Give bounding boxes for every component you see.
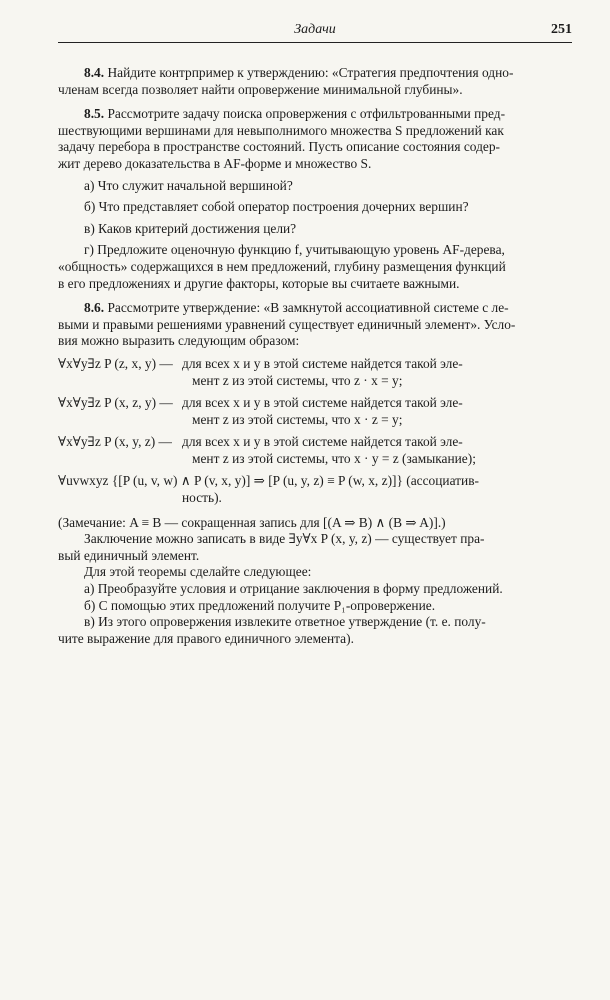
ex85-item-d-line-1: г) Предложите оценочную функцию f, учитывающую уровень AF-дерева,	[84, 242, 505, 258]
ex85-line-1: 8.5. Рассмотрите задачу поиска опровержения с отфильтрованными пред-	[84, 106, 506, 122]
formula-2	[58, 395, 572, 428]
formula-3	[58, 434, 572, 467]
exercise-8-5	[58, 106, 572, 292]
task-item-a: а) Преобразуйте условия и отрицание заключения в форму предложений.	[84, 581, 503, 597]
ex85-item-c: в) Каков критерий достижения цели?	[84, 220, 297, 236]
ex85-line-4: жит дерево доказательства в AF-форме и множество S.	[58, 155, 372, 171]
ex85-line-2: шествующими вершинами для невыполнимого множества S предложений как	[58, 122, 504, 138]
ex85-item-a: а) Что служит начальной вершиной?	[84, 177, 293, 193]
formula-2-expression: ∀x∀y∃z P (x, z, y) —	[58, 395, 173, 411]
exercise-number: 8.5.	[84, 106, 105, 122]
remark: (Замечание: A ≡ B — сокращенная запись для [(A ⇒ B) ∧ (B ⇒ A)].)	[58, 514, 446, 530]
formula-4-line-2: ность).	[182, 490, 222, 506]
formula-1-explanation: для всех x и y в этой системе найдется такой эле- мент z из этой системы, что z · x = y;	[182, 355, 463, 388]
ex85-item-d-line-2: «общность» содержащихся в нем предложений, глубину размещения функций	[58, 258, 506, 274]
task-intro: Для этой теоремы сделайте следующее:	[84, 564, 312, 580]
formula-4	[58, 473, 572, 506]
formula-1	[58, 356, 572, 389]
page-body	[58, 65, 572, 647]
running-header	[58, 22, 572, 43]
task-item-b: б) С помощью этих предложений получите P₁-опровержение.	[84, 597, 436, 613]
ex84-line-1: 8.4. Найдите контрпример к утверждению: «Стратегия предпочтения одно-	[84, 65, 514, 80]
ex85-item-d-line-3: в его предложениях и другие факторы, которые вы считаете важными.	[58, 275, 460, 291]
exercise-number: 8.4.	[84, 65, 105, 80]
exercise-8-4	[58, 65, 572, 98]
book-page	[58, 22, 572, 647]
formula-1-expression: ∀x∀y∃z P (z, x, y) —	[58, 355, 173, 371]
ex86-line-3: вия можно выразить следующим образом:	[58, 333, 300, 349]
exercise-number: 8.6.	[84, 300, 105, 316]
ex85-item-b: б) Что представляет собой оператор построения дочерних вершин?	[84, 199, 469, 215]
conclusion-line-2: вый единичный элемент.	[58, 547, 200, 563]
ex84-line-2: членам всегда позволяет найти опровержение минимальной глубины».	[58, 81, 463, 97]
chapter-title: Задачи	[294, 22, 336, 37]
formula-3-expression: ∀x∀y∃z P (x, y, z) —	[58, 434, 172, 450]
page-number: 251	[551, 22, 572, 37]
conclusion-line-1: Заключение можно записать в виде ∃y∀x P (x, y, z) — существует пра-	[84, 531, 485, 547]
formula-4-line-1: ∀uvwxyz {[P (u, v, w) ∧ P (v, x, y)] ⇒ [P (u, y, z) ≡ P (w, x, z)]} (ассоциатив-	[58, 473, 479, 489]
task-item-c-line-2: чите выражение для правого единичного элемента).	[58, 630, 354, 646]
task-item-c-line-1: в) Из этого опровержения извлеките ответное утверждение (т. е. полу-	[84, 614, 486, 630]
formula-2-explanation: для всех x и y в этой системе найдется такой эле- мент z из этой системы, что x · z = y;	[182, 395, 463, 427]
ex86-line-1: 8.6. Рассмотрите утверждение: «В замкнутой ассоциативной системе с ле-	[84, 300, 509, 316]
ex86-line-2: выми и правыми решениями уравнений существует единичный элемент». Усло-	[58, 316, 516, 332]
formula-3-explanation: для всех x и y в этой системе найдется такой эле- мент z из этой системы, что x · y = z (замыкание);	[182, 434, 476, 466]
ex85-line-3: задачу перебора в пространстве состояний. Пусть описание состояния содер-	[58, 139, 501, 155]
exercise-8-6	[58, 300, 572, 647]
